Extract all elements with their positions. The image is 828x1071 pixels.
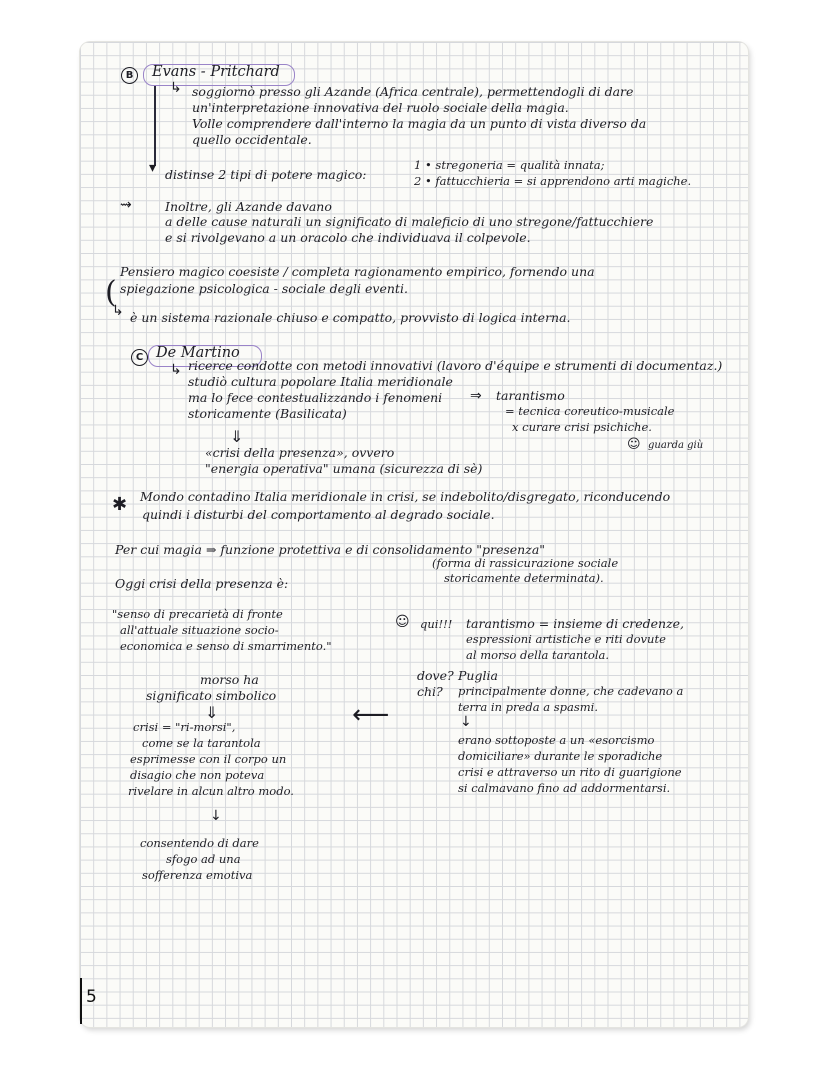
tarantismo-def2-line-1: tarantismo = insieme di credenze, [466, 616, 685, 631]
forma-line-2: storicamente determinata). [444, 571, 604, 585]
crisi-presenza-line-2: "energia operativa" umana (sicurezza di sè) [205, 461, 483, 476]
tarantismo-def2-line-2: espressioni artistiche e riti dovute [466, 632, 666, 646]
chi-answer-1: principalmente donne, che cadevano a [458, 684, 684, 698]
consentendo-line-1: consentendo di dare [140, 836, 259, 850]
face-icon: ☺ [395, 614, 410, 630]
demartino-line-1: ricerce condotte con metodi innovativi (lavoro d'équipe e strumenti di documentaz.) [188, 358, 723, 373]
demartino-line-4: storicamente (Basilicata) [188, 406, 347, 421]
inoltre-line-2: a delle cause naturali un significato di maleficio di uno stregone/fattucchiere [165, 214, 654, 229]
crisi-rimorsi-line-3: esprimesse con il corpo un [130, 752, 287, 766]
pensiero-line-1: Pensiero magico coesiste / completa ragionamento empirico, fornendo una [120, 264, 595, 279]
senso-line-1: "senso di precarietà di fronte [112, 607, 283, 621]
arrow-down-icon: ⇓ [230, 427, 244, 446]
morso-line-2: significato simbolico [146, 688, 277, 703]
page-number: 5 [86, 987, 97, 1007]
forma-line-1: (forma di rassicurazione sociale [432, 556, 619, 570]
tarantismo-def-2: x curare crisi psichiche. [512, 420, 652, 434]
heading-evans-pritchard: Evans - Pritchard [152, 64, 280, 80]
erano-line-1: erano sottoposte a un «esorcismo [458, 733, 655, 747]
mondo-line-2: quindi i disturbi del comportamento al degrado sociale. [142, 507, 495, 522]
qui-note: qui!!! [420, 617, 453, 631]
erano-line-3: crisi e attraverso un rito di guarigione [458, 765, 682, 779]
chi-answer-2: terra in preda a spasmi. [458, 700, 598, 714]
erano-line-4: si calmavano fino ad addormentarsi. [458, 781, 671, 795]
pensiero-line-2: spiegazione psicologica - sociale degli eventi. [120, 281, 408, 296]
inoltre-line-3: e si rivolgevano a un oracolo che individuava il colpevole. [165, 230, 531, 245]
crisi-rimorsi-line-2: come se la tarantola [142, 736, 261, 750]
evans-line-1: soggiornò presso gli Azande (Africa centrale), permettendogli di dare [192, 84, 634, 99]
tarantismo-def-1: = tecnica coreutico-musicale [505, 404, 675, 418]
consentendo-line-3: sofferenza emotiva [142, 868, 253, 882]
page-number-rule [80, 978, 82, 1024]
arrow-down-icon: ▾ [149, 160, 157, 176]
senso-line-2: all'attuale situazione socio- [120, 623, 279, 637]
crisi-rimorsi-line-5: rivelare in alcun altro modo. [128, 784, 294, 798]
heading-de-martino: De Martino [156, 345, 240, 361]
demartino-line-3: ma lo fece contestualizzando i fenomeni [188, 390, 443, 405]
dove-answer: Puglia [458, 668, 498, 683]
arrow-down-icon: ⇓ [205, 703, 219, 722]
dove-question: dove? [417, 668, 454, 683]
bracket-mark: ( [105, 275, 117, 310]
arrow-left-icon: ⟵ [352, 700, 390, 730]
mondo-line-1: Mondo contadino Italia meridionale in crisi, se indebolito/disgregato, riconducendo [140, 489, 671, 504]
section-marker-c: C [131, 349, 148, 366]
arrow-right-icon: ⇒ [470, 388, 482, 404]
tipo-1: 1 • stregoneria = qualità innata; [414, 158, 605, 172]
evans-line-3: Volle comprendere dall'interno la magia da un punto di vista diverso da [192, 116, 647, 131]
squiggle-arrow-icon: ⇝ [120, 197, 132, 213]
arrow-down-icon: ↓ [210, 808, 222, 824]
evans-line-4: quello occidentale. [192, 132, 312, 147]
face-icon: ☺ [627, 437, 641, 452]
per-cui-text: Per cui magia ⇒ funzione protettiva e di consolidamento "presenza" [115, 542, 546, 557]
tarantismo-title: tarantismo [496, 388, 565, 403]
chi-question: chi? [417, 684, 443, 699]
consentendo-line-2: sfogo ad una [166, 852, 241, 866]
demartino-line-2: studiò cultura popolare Italia meridionale [188, 374, 453, 389]
erano-line-2: domiciliare» durante le sporadiche [458, 749, 663, 763]
arrow-icon: ↳ [170, 362, 182, 378]
connector-line [154, 86, 156, 166]
morso-line-1: morso ha [200, 672, 259, 687]
oggi-text: Oggi crisi della presenza è: [115, 576, 289, 591]
sistema-text: è un sistema razionale chiuso e compatto, provvisto di logica interna. [130, 310, 571, 325]
arrow-icon: ↳ [112, 303, 124, 319]
evans-line-2: un'interpretazione innovativa del ruolo sociale della magia. [192, 100, 569, 115]
arrow-down-icon: ↓ [460, 714, 472, 730]
asterisk-icon: ✱ [112, 494, 128, 515]
guarda-giu-note: guarda giù [648, 440, 704, 451]
senso-line-3: economica e senso di smarrimento." [120, 639, 332, 653]
inoltre-line-1: Inoltre, gli Azande davano [165, 199, 332, 214]
crisi-rimorsi-line-1: crisi = "ri-morsi", [133, 720, 236, 734]
arrow-icon: ↳ [170, 80, 182, 96]
distinse-text: distinse 2 tipi di potere magico: [165, 167, 367, 182]
tarantismo-def2-line-3: al morso della tarantola. [466, 648, 610, 662]
tipo-2: 2 • fattucchieria = si apprendono arti magiche. [414, 174, 692, 188]
crisi-presenza-line-1: «crisi della presenza», ovvero [205, 445, 395, 460]
crisi-rimorsi-line-4: disagio che non poteva [130, 768, 265, 782]
section-marker-b: B [121, 67, 138, 84]
